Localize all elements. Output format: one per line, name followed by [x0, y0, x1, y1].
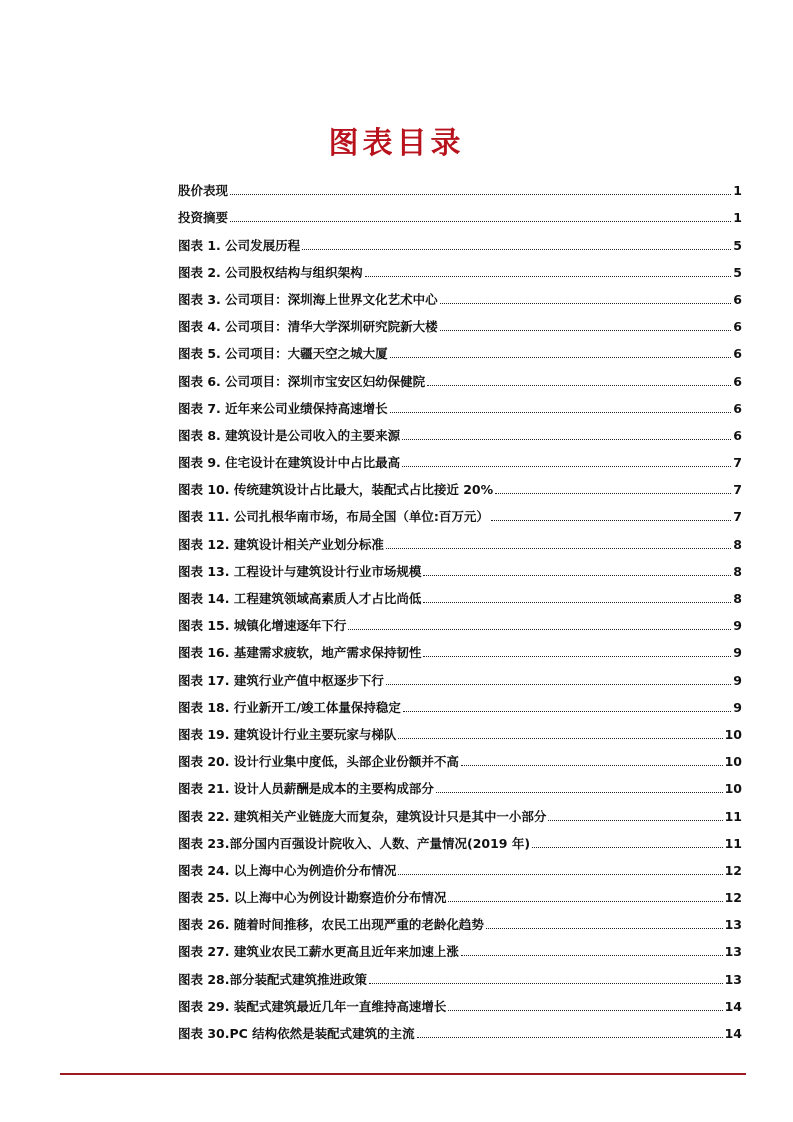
- toc-entry[interactable]: [178, 879, 742, 906]
- toc-entry-label: 图表 8. 建筑设计是公司收入的主要来源: [178, 427, 401, 443]
- toc-entry-label: 图表 25. 以上海中心为例设计勘察造价分布情况: [178, 890, 447, 906]
- toc-entry-label: 图表 3. 公司项目：深圳海上世界文化艺术中心: [178, 291, 438, 307]
- toc-dot-leader: [495, 493, 731, 494]
- toc-entry[interactable]: [178, 988, 742, 1015]
- toc-entry-label: 图表 22. 建筑相关产业链庞大而复杂，建筑设计只是其中一小部分: [178, 808, 547, 824]
- toc-entry-label: 图表 29. 装配式建筑最近几年一直维持高速增长: [178, 998, 447, 1014]
- toc-entry-page-number: 8: [733, 536, 742, 552]
- toc-dot-leader: [440, 330, 732, 331]
- toc-entry-page-number: 6: [733, 291, 742, 307]
- toc-entry-label: 图表 27. 建筑业农民工薪水更高且近年来加速上涨: [178, 944, 459, 960]
- toc-dot-leader: [386, 548, 731, 549]
- toc-dot-leader: [230, 194, 731, 195]
- toc-entry-label: 图表 10. 传统建筑设计占比最大，装配式占比接近 20%: [178, 482, 494, 498]
- toc-entry-label: 图表 7. 近年来公司业绩保持高速增长: [178, 400, 388, 416]
- toc-entry-label: 图表 6. 公司项目：深圳市宝安区妇幼保健院: [178, 373, 426, 389]
- toc-dot-leader: [423, 575, 731, 576]
- toc-dot-leader: [365, 276, 732, 277]
- toc-entry[interactable]: [178, 906, 742, 933]
- toc-entry-label: 图表 12. 建筑设计相关产业划分标准: [178, 536, 384, 552]
- toc-entry-page-number: 14: [724, 998, 742, 1014]
- toc-dot-leader: [486, 928, 723, 929]
- toc-entry-page-number: 6: [733, 346, 742, 362]
- toc-entry-label: 图表 24. 以上海中心为例造价分布情况: [178, 862, 397, 878]
- toc-entry-page-number: 7: [733, 455, 742, 471]
- toc-entry-label: 图表 5. 公司项目：大疆天空之城大厦: [178, 346, 388, 362]
- toc-entry-page-number: 9: [733, 645, 742, 661]
- toc-dot-leader: [386, 684, 731, 685]
- toc-entry[interactable]: [178, 254, 742, 281]
- toc-entry-page-number: 8: [733, 563, 742, 579]
- toc-entry[interactable]: [178, 362, 742, 389]
- toc-entry-label: 图表 2. 公司股权结构与组织架构: [178, 264, 363, 280]
- toc-entry[interactable]: [178, 471, 742, 498]
- toc-dot-leader: [398, 874, 722, 875]
- toc-dot-leader: [348, 629, 731, 630]
- toc-entry[interactable]: [178, 226, 742, 253]
- toc-entry[interactable]: [178, 661, 742, 688]
- toc-entry[interactable]: [178, 553, 742, 580]
- toc-entry[interactable]: [178, 852, 742, 879]
- toc-entry[interactable]: [178, 770, 742, 797]
- toc-entry[interactable]: [178, 390, 742, 417]
- toc-entry-label: 投资摘要: [178, 210, 229, 226]
- toc-entry-label: 图表 15. 城镇化增速逐年下行: [178, 618, 347, 634]
- toc-entry-label: 图表 9. 住宅设计在建筑设计中占比最高: [178, 455, 401, 471]
- toc-dot-leader: [402, 466, 731, 467]
- footer-divider: [60, 1073, 746, 1075]
- toc-entry[interactable]: [178, 743, 742, 770]
- toc-dot-leader: [427, 385, 731, 386]
- toc-entry-page-number: 1: [733, 210, 742, 226]
- toc-entry-page-number: 11: [724, 835, 742, 851]
- toc-entry-label: 图表 13. 工程设计与建筑设计行业市场规模: [178, 563, 422, 579]
- toc-entry[interactable]: [178, 172, 742, 199]
- toc-entry-page-number: 7: [733, 482, 742, 498]
- toc-entry-label: 图表 23.部分国内百强设计院收入、人数、产量情况(2019 年): [178, 835, 531, 851]
- toc-entry-label: 图表 17. 建筑行业产值中枢逐步下行: [178, 672, 384, 688]
- toc-dot-leader: [436, 792, 723, 793]
- toc-entry-page-number: 9: [733, 672, 742, 688]
- toc-dot-leader: [302, 249, 731, 250]
- toc-entry[interactable]: [178, 335, 742, 362]
- toc-dot-leader: [390, 357, 732, 358]
- toc-entry-page-number: 12: [724, 890, 742, 906]
- toc-entry-label: 图表 18. 行业新开工/竣工体量保持稳定: [178, 699, 401, 715]
- toc-entry-page-number: 11: [724, 808, 742, 824]
- toc-dot-leader: [369, 983, 723, 984]
- toc-entry[interactable]: [178, 444, 742, 471]
- toc-entry[interactable]: [178, 716, 742, 743]
- toc-entry-page-number: 14: [724, 1026, 742, 1041]
- toc-entry-page-number: 10: [724, 754, 742, 770]
- toc-entry-page-number: 6: [733, 427, 742, 443]
- toc-dot-leader: [230, 221, 731, 222]
- toc-dot-leader: [548, 820, 722, 821]
- toc-entry[interactable]: [178, 689, 742, 716]
- table-of-figures: [178, 172, 742, 1042]
- toc-dot-leader: [491, 520, 731, 521]
- toc-dot-leader: [448, 1010, 722, 1011]
- toc-dot-leader: [461, 765, 723, 766]
- toc-entry-page-number: 1: [733, 183, 742, 199]
- toc-dot-leader: [417, 1037, 723, 1038]
- toc-entry-label: 图表 20. 设计行业集中度低，头部企业份额并不高: [178, 754, 459, 770]
- toc-entry-page-number: 10: [724, 781, 742, 797]
- toc-entry[interactable]: [178, 417, 742, 444]
- toc-entry-page-number: 13: [724, 944, 742, 960]
- toc-entry-page-number: 7: [733, 509, 742, 525]
- toc-entry-page-number: 6: [733, 373, 742, 389]
- toc-dot-leader: [403, 711, 731, 712]
- toc-dot-leader: [532, 847, 723, 848]
- toc-dot-leader: [423, 602, 731, 603]
- toc-dot-leader: [423, 656, 731, 657]
- toc-entry-page-number: 13: [724, 917, 742, 933]
- toc-entry[interactable]: [178, 634, 742, 661]
- toc-entry[interactable]: [178, 933, 742, 960]
- toc-dot-leader: [390, 412, 732, 413]
- toc-entry-label: 图表 21. 设计人员薪酬是成本的主要构成部分: [178, 781, 434, 797]
- toc-entry-page-number: 9: [733, 699, 742, 715]
- toc-dot-leader: [461, 955, 723, 956]
- toc-dot-leader: [402, 439, 731, 440]
- toc-entry-page-number: 12: [724, 862, 742, 878]
- toc-entry-label: 图表 4. 公司项目：清华大学深圳研究院新大楼: [178, 319, 438, 335]
- toc-entry-page-number: 6: [733, 319, 742, 335]
- toc-entry[interactable]: [178, 498, 742, 525]
- toc-dot-leader: [440, 303, 732, 304]
- toc-entry-page-number: 5: [733, 264, 742, 280]
- toc-entry-label: 图表 11. 公司扎根华南市场，布局全国（单位:百万元）: [178, 509, 489, 525]
- toc-entry[interactable]: [178, 281, 742, 308]
- toc-entry-page-number: 13: [724, 971, 742, 987]
- toc-entry[interactable]: [178, 607, 742, 634]
- toc-entry-label: 图表 28.部分装配式建筑推进政策: [178, 971, 367, 987]
- toc-entry-label: 股价表现: [178, 183, 229, 199]
- toc-entry[interactable]: [178, 825, 742, 852]
- toc-entry[interactable]: [178, 797, 742, 824]
- toc-entry-label: 图表 14. 工程建筑领域高素质人才占比尚低: [178, 591, 422, 606]
- toc-entry[interactable]: [178, 1015, 742, 1042]
- toc-entry[interactable]: [178, 960, 742, 987]
- toc-entry-page-number: 10: [724, 726, 742, 742]
- toc-entry-page-number: 9: [733, 618, 742, 634]
- toc-entry-label: 图表 19. 建筑设计行业主要玩家与梯队: [178, 726, 397, 742]
- toc-entry-label: 图表 26. 随着时间推移，农民工出现严重的老龄化趋势: [178, 917, 484, 933]
- toc-entry-label: 图表 30.PC 结构依然是装配式建筑的主流: [178, 1026, 415, 1041]
- toc-entry-page-number: 5: [733, 237, 742, 253]
- toc-entry-label: 图表 1. 公司发展历程: [178, 237, 301, 253]
- toc-entry-page-number: 8: [733, 591, 742, 606]
- toc-dot-leader: [448, 901, 722, 902]
- toc-entry[interactable]: [178, 199, 742, 226]
- page-title: 图表目录: [328, 126, 465, 161]
- toc-dot-leader: [398, 738, 722, 739]
- toc-entry[interactable]: [178, 525, 742, 552]
- toc-entry-page-number: 6: [733, 400, 742, 416]
- toc-entry-label: 图表 16. 基建需求疲软，地产需求保持韧性: [178, 645, 422, 661]
- toc-entry[interactable]: [178, 580, 742, 607]
- toc-entry[interactable]: [178, 308, 742, 335]
